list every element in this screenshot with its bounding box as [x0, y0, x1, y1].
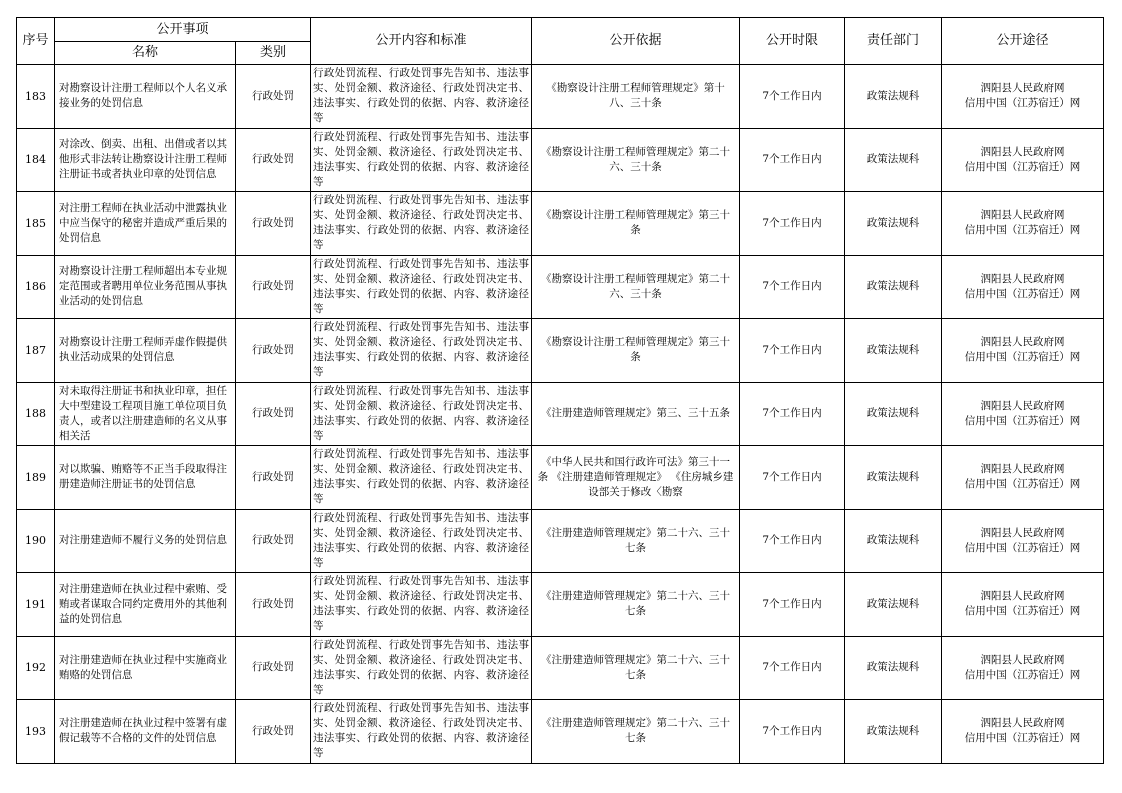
item-basis: [532, 509, 740, 573]
row-number: 190: [17, 509, 55, 573]
item-name: [55, 255, 236, 319]
item-type: 行政处罚: [236, 128, 311, 192]
channel-gov-site: 泗阳县人民政府网: [980, 590, 1065, 603]
item-basis: [532, 192, 740, 256]
item-name-text: 对注册建造师在执业过程中签署有虚假记载等不合格的文件的处罚信息: [59, 717, 227, 745]
channel-credit-site: 信用中国（江苏宿迁）网: [964, 351, 1081, 364]
disclosure-sheet: [16, 17, 1104, 764]
item-channel: [942, 382, 1104, 446]
item-dept: 政策法规科: [845, 319, 942, 383]
channel-credit-site: 信用中国（江苏宿迁）网: [964, 541, 1081, 554]
item-content-text: 行政处罚流程、行政处罚事先告知书、违法事实、处罚金额、救济途径、行政处罚决定书、违法事实、行政处罚的依据、内容、救济途径等: [313, 257, 529, 315]
table-row: [17, 446, 1104, 510]
item-deadline: 7个工作日内: [740, 319, 845, 383]
item-channel: [942, 255, 1104, 319]
item-basis: [532, 319, 740, 383]
item-dept: 政策法规科: [845, 65, 942, 129]
table-row: [17, 636, 1104, 700]
item-type: 行政处罚: [236, 446, 311, 510]
item-basis: [532, 255, 740, 319]
item-content-text: 行政处罚流程、行政处罚事先告知书、违法事实、处罚金额、救济途径、行政处罚决定书、违法事实、行政处罚的依据、内容、救济途径等: [313, 194, 529, 252]
header-content: 公开内容和标准: [311, 18, 532, 65]
row-number: 189: [17, 446, 55, 510]
disclosure-table: [16, 17, 1104, 764]
item-dept: 政策法规科: [845, 636, 942, 700]
table-row: [17, 319, 1104, 383]
header-channel: 公开途径: [942, 18, 1104, 65]
item-deadline: 7个工作日内: [740, 255, 845, 319]
row-number: 186: [17, 255, 55, 319]
item-content-text: 行政处罚流程、行政处罚事先告知书、违法事实、处罚金额、救济途径、行政处罚决定书、违法事实、行政处罚的依据、内容、救济途径等: [313, 702, 529, 760]
item-deadline: 7个工作日内: [740, 382, 845, 446]
item-content-text: 行政处罚流程、行政处罚事先告知书、违法事实、处罚金额、救济途径、行政处罚决定书、违法事实、行政处罚的依据、内容、救济途径等: [313, 511, 529, 569]
channel-credit-site: 信用中国（江苏宿迁）网: [964, 668, 1081, 681]
channel-gov-site: 泗阳县人民政府网: [980, 272, 1065, 285]
row-number: 191: [17, 573, 55, 637]
item-channel: [942, 446, 1104, 510]
channel-gov-site: 泗阳县人民政府网: [980, 145, 1065, 158]
table-body: [17, 65, 1104, 764]
table-row: [17, 192, 1104, 256]
channel-gov-site: 泗阳县人民政府网: [980, 653, 1065, 666]
item-deadline: 7个工作日内: [740, 636, 845, 700]
item-dept: 政策法规科: [845, 128, 942, 192]
item-name: [55, 636, 236, 700]
row-number: 184: [17, 128, 55, 192]
item-basis-text: 《勘察设计注册工程师管理规定》第十八、三十条: [546, 82, 725, 110]
channel-credit-site: 信用中国（江苏宿迁）网: [964, 287, 1081, 300]
channel-gov-site: 泗阳县人民政府网: [980, 82, 1065, 95]
item-content-text: 行政处罚流程、行政处罚事先告知书、违法事实、处罚金额、救济途径、行政处罚决定书、违法事实、行政处罚的依据、内容、救济途径等: [313, 321, 529, 379]
item-dept: 政策法规科: [845, 700, 942, 764]
item-basis-text: 《注册建造师管理规定》第三、三十五条: [541, 407, 730, 420]
item-name: [55, 700, 236, 764]
item-dept: 政策法规科: [845, 573, 942, 637]
item-deadline: 7个工作日内: [740, 509, 845, 573]
item-content: [311, 636, 532, 700]
item-dept: 政策法规科: [845, 446, 942, 510]
header-basis: 公开依据: [532, 18, 740, 65]
item-basis-text: 《勘察设计注册工程师管理规定》第三十条: [541, 209, 730, 237]
table-header: [17, 18, 1104, 65]
channel-credit-site: 信用中国（江苏宿迁）网: [964, 160, 1081, 173]
channel-credit-site: 信用中国（江苏宿迁）网: [964, 732, 1081, 745]
item-content: [311, 573, 532, 637]
table-row: [17, 255, 1104, 319]
item-name-text: 对勘察设计注册工程师弄虚作假提供执业活动成果的处罚信息: [59, 336, 227, 364]
item-name-text: 对注册建造师在执业过程中索贿、受贿或者谋取合同约定费用外的其他利益的处罚信息: [59, 582, 227, 625]
table-row: [17, 382, 1104, 446]
item-type: 行政处罚: [236, 509, 311, 573]
item-name-text: 对涂改、倒卖、出租、出借或者以其他形式非法转让勘察设计注册工程师注册证书或者执业印章的处罚信息: [59, 138, 227, 181]
channel-credit-site: 信用中国（江苏宿迁）网: [964, 605, 1081, 618]
item-basis: [532, 700, 740, 764]
item-content: [311, 446, 532, 510]
item-deadline: 7个工作日内: [740, 65, 845, 129]
channel-credit-site: 信用中国（江苏宿迁）网: [964, 414, 1081, 427]
item-basis: [532, 446, 740, 510]
item-content: [311, 255, 532, 319]
channel-gov-site: 泗阳县人民政府网: [980, 336, 1065, 349]
table-row: [17, 65, 1104, 129]
item-dept: 政策法规科: [845, 509, 942, 573]
item-type: 行政处罚: [236, 319, 311, 383]
item-name: [55, 192, 236, 256]
item-content: [311, 65, 532, 129]
item-content-text: 行政处罚流程、行政处罚事先告知书、违法事实、处罚金额、救济途径、行政处罚决定书、违法事实、行政处罚的依据、内容、救济途径等: [313, 448, 529, 506]
channel-gov-site: 泗阳县人民政府网: [980, 526, 1065, 539]
header-dept: 责任部门: [845, 18, 942, 65]
item-type: 行政处罚: [236, 573, 311, 637]
header-group: 公开事项: [55, 18, 311, 42]
item-content: [311, 319, 532, 383]
table-row: [17, 573, 1104, 637]
item-channel: [942, 509, 1104, 573]
header-deadline: 公开时限: [740, 18, 845, 65]
item-name-text: 对未取得注册证书和执业印章，担任大中型建设工程项目施工单位项目负责人，或者以注册建造师的名义从事相关活: [59, 384, 227, 442]
item-channel: [942, 128, 1104, 192]
channel-credit-site: 信用中国（江苏宿迁）网: [964, 478, 1081, 491]
item-channel: [942, 65, 1104, 129]
item-dept: 政策法规科: [845, 382, 942, 446]
item-deadline: 7个工作日内: [740, 192, 845, 256]
item-content-text: 行政处罚流程、行政处罚事先告知书、违法事实、处罚金额、救济途径、行政处罚决定书、违法事实、行政处罚的依据、内容、救济途径等: [313, 130, 529, 188]
item-name: [55, 319, 236, 383]
item-basis-text: 《勘察设计注册工程师管理规定》第二十六、三十条: [541, 272, 730, 300]
item-dept: 政策法规科: [845, 255, 942, 319]
channel-gov-site: 泗阳县人民政府网: [980, 717, 1065, 730]
table-row: [17, 509, 1104, 573]
table-row: [17, 128, 1104, 192]
channel-gov-site: 泗阳县人民政府网: [980, 399, 1065, 412]
item-content-text: 行政处罚流程、行政处罚事先告知书、违法事实、处罚金额、救济途径、行政处罚决定书、违法事实、行政处罚的依据、内容、救济途径等: [313, 575, 529, 633]
item-deadline: 7个工作日内: [740, 700, 845, 764]
item-basis-text: 《勘察设计注册工程师管理规定》第二十六、三十条: [541, 145, 730, 173]
header-type: 类别: [236, 42, 311, 65]
item-channel: [942, 700, 1104, 764]
item-content: [311, 192, 532, 256]
item-basis-text: 《注册建造师管理规定》第二十六、三十七条: [541, 590, 730, 618]
item-basis-text: 《勘察设计注册工程师管理规定》第三十条: [541, 336, 730, 364]
item-name: [55, 446, 236, 510]
item-name-text: 对注册建造师在执业过程中实施商业贿赂的处罚信息: [59, 653, 227, 681]
item-content: [311, 509, 532, 573]
item-content: [311, 382, 532, 446]
header-name: 名称: [55, 42, 236, 65]
item-type: 行政处罚: [236, 192, 311, 256]
item-basis-text: 《注册建造师管理规定》第二十六、三十七条: [541, 653, 730, 681]
item-name: [55, 509, 236, 573]
item-channel: [942, 636, 1104, 700]
item-dept: 政策法规科: [845, 192, 942, 256]
item-deadline: 7个工作日内: [740, 446, 845, 510]
item-name-text: 对以欺骗、贿赂等不正当手段取得注册建造师注册证书的处罚信息: [59, 463, 227, 491]
item-basis-text: 《中华人民共和国行政许可法》第三十一条 《注册建造师管理规定》 《住房城乡建设部关于修改〈勘察: [537, 455, 734, 498]
item-name: [55, 382, 236, 446]
row-number: 193: [17, 700, 55, 764]
table-row: [17, 700, 1104, 764]
item-type: 行政处罚: [236, 700, 311, 764]
item-basis-text: 《注册建造师管理规定》第二十六、三十七条: [541, 717, 730, 745]
item-content-text: 行政处罚流程、行政处罚事先告知书、违法事实、处罚金额、救济途径、行政处罚决定书、违法事实、行政处罚的依据、内容、救济途径等: [313, 638, 529, 696]
item-name-text: 对注册建造师不履行义务的处罚信息: [59, 534, 227, 547]
item-content: [311, 700, 532, 764]
item-name-text: 对勘察设计注册工程师以个人名义承接业务的处罚信息: [59, 82, 227, 110]
item-type: 行政处罚: [236, 636, 311, 700]
item-name: [55, 65, 236, 129]
row-number: 185: [17, 192, 55, 256]
row-number: 183: [17, 65, 55, 129]
item-channel: [942, 192, 1104, 256]
channel-credit-site: 信用中国（江苏宿迁）网: [964, 224, 1081, 237]
row-number: 192: [17, 636, 55, 700]
item-basis: [532, 128, 740, 192]
item-basis-text: 《注册建造师管理规定》第二十六、三十七条: [541, 526, 730, 554]
item-name: [55, 128, 236, 192]
item-deadline: 7个工作日内: [740, 573, 845, 637]
item-name-text: 对勘察设计注册工程师超出本专业规定范围或者聘用单位业务范围从事执业活动的处罚信息: [59, 265, 227, 308]
item-name: [55, 573, 236, 637]
item-basis: [532, 636, 740, 700]
item-content-text: 行政处罚流程、行政处罚事先告知书、违法事实、处罚金额、救济途径、行政处罚决定书、违法事实、行政处罚的依据、内容、救济途径等: [313, 67, 529, 125]
item-channel: [942, 573, 1104, 637]
channel-gov-site: 泗阳县人民政府网: [980, 463, 1065, 476]
channel-gov-site: 泗阳县人民政府网: [980, 209, 1065, 222]
row-number: 188: [17, 382, 55, 446]
row-number: 187: [17, 319, 55, 383]
item-type: 行政处罚: [236, 65, 311, 129]
item-basis: [532, 65, 740, 129]
channel-credit-site: 信用中国（江苏宿迁）网: [964, 97, 1081, 110]
item-basis: [532, 382, 740, 446]
item-content-text: 行政处罚流程、行政处罚事先告知书、违法事实、处罚金额、救济途径、行政处罚决定书、违法事实、行政处罚的依据、内容、救济途径等: [313, 384, 529, 442]
item-channel: [942, 319, 1104, 383]
item-basis: [532, 573, 740, 637]
item-type: 行政处罚: [236, 382, 311, 446]
item-name-text: 对注册工程师在执业活动中泄露执业中应当保守的秘密并造成严重后果的处罚信息: [59, 201, 227, 244]
header-no: 序号: [17, 18, 55, 65]
item-type: 行政处罚: [236, 255, 311, 319]
item-content: [311, 128, 532, 192]
item-deadline: 7个工作日内: [740, 128, 845, 192]
